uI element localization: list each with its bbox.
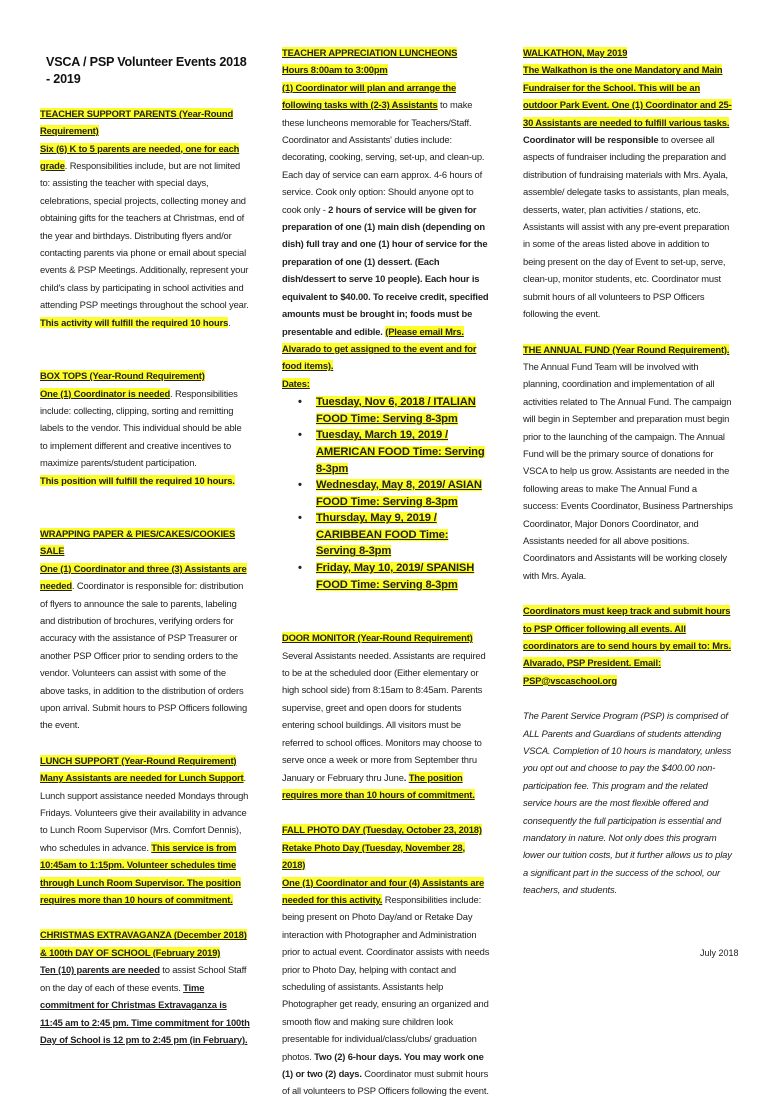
date-text: Thursday, May 9, 2019 / CARIBBEAN FOOD Time: Serving 8-3pm: [316, 512, 449, 558]
section-note: The position requires more than 10 hours of commitment.: [282, 771, 475, 800]
section-subheading: Six (6) K to 5 parents are needed, one for each grade: [40, 142, 240, 172]
section-annual-fund: [523, 341, 733, 585]
section-bold-note: Two (2) 6-hour days. You may work one (1) or two (2) days.: [282, 1050, 484, 1079]
bullet-icon: •: [298, 562, 302, 575]
section-body: Responsibilities include: being present on Photo Day/and or Retake Day interaction with Photographer and Administration prior to actual event. Coordinator assists with needs prior to Photo Day, helping with contact and scheduling of assistants. Assistants help Photographer get ready, ensuring an organized and smooth flow and making sure children look presentable for individual/class/clubs/ graduation photos.: [282, 893, 490, 1062]
section-retake: Retake Photo Day (Tuesday, November 28, 2018): [282, 841, 465, 871]
section-body: . Coordinator is responsible for: distribution of flyers to announce the sale to parents, labeling and distribution of brochures, verifying orders for accuracy with the assistance of PSP Treasurer or another PSP Officer prior to sending orders to the vendor. Volunteers can assist with some of the above tasks, in addition to the distribution of orders upon arrival. Submit hours to PSP Officers following the event.: [40, 580, 248, 731]
page-title: VSCA / PSP Volunteer Events 2018 - 2019: [46, 55, 247, 87]
section-door-monitor: DOOR MONITOR (Year-Round Requirement) Several Assistants needed. Assistants are required to be at the scheduled door (Either elementary or high school side) from 8:15am to 8:45am. Parents supervise, greet and open doors for students entering school buildings. All visitors must be referred to school offices. Monitors may choose to serve once a week or more from September thru January or February thru June. The position requires more than 10 hours of commitment.: [282, 632, 486, 800]
section-teacher-support: [40, 105, 250, 331]
psp-note: The Parent Service Program (PSP) is comprised of ALL Parents and Guardians of students attending VSCA. Completion of 10 hours is mandatory, unless you opt out and choose to pay the $400.00 non-participation fee. This program and the related service hours are the most flexible offered and consequently the full participation is essential and mandatory in nature. Not only does this program lower our tuition costs, but it further allows us to play a significant part in the success of the school, our teachers, and students.: [523, 710, 732, 896]
section-body: to make these luncheons memorable for Teachers/Staff. Coordinator and Assistants' duties include: decorating, cooking, serving, set-up, and clean-up. Each day of service can earn approx. 4-6 hours of service. Cook only option: Should anyone opt to cook only -: [282, 99, 485, 215]
section-lunch-support: [40, 752, 250, 909]
section-heading: WALKATHON, May 2019: [523, 47, 628, 58]
column-right: [523, 44, 733, 899]
dates-list: [282, 394, 490, 593]
section-subheading: Many Assistants are needed for Lunch Support: [40, 772, 244, 784]
date-text: Tuesday, Nov 6, 2018 / ITALIAN FOOD Time: Serving 8-3pm: [316, 396, 476, 425]
column-left: [40, 44, 250, 1048]
list-item: [298, 560, 490, 593]
section-heading: WRAPPING PAPER & PIES/CAKES/COOKIES SALE: [40, 527, 236, 557]
section-bold-note: Coordinator will be responsible: [523, 134, 659, 146]
dates-label: Dates:: [282, 377, 310, 389]
date-text: Friday, May 10, 2019/ SPANISH FOOD Time: Serving 8-3pm: [316, 562, 475, 591]
bullet-icon: •: [298, 479, 302, 492]
section-body: Several Assistants needed. Assistants are required to be at the scheduled door (Either elementary or high school side) from 8:15am to 8:45am. Parents supervise, greet and open doors for students entering school buildings. All visitors must be referred to school offices. Monitors may choose to serve once a week or more from September thru January or February thru June: [282, 649, 486, 783]
section-tail: Coordinator must submit hours of all volunteers to PSP Officers following the event.: [282, 1068, 489, 1097]
section-photo-day: [282, 821, 490, 1100]
section-heading: DOOR MONITOR (Year-Round Requirement): [282, 632, 473, 644]
section-subheading: The Walkathon is the one Mandatory and Main Fundraiser for the School. This will be an outdoor Park Event. One (1) Coordinator and 25-30 Assistants are needed to fulfill various tasks.: [523, 64, 732, 128]
section-subheading: One (1) Coordinator and four (4) Assistants are needed for this activity.: [282, 876, 485, 905]
section-subheading: One (1) Coordinator and three (3) Assistants are needed: [40, 562, 247, 592]
section-fulfill-note: This activity will fulfill the required 10 hours: [40, 316, 229, 328]
section-heading: TEACHER APPRECIATION LUNCHEONS: [282, 47, 458, 58]
date-text: Tuesday, March 19, 2019 / AMERICAN FOOD Time: Serving 8-3pm: [316, 429, 485, 475]
section-coordinators-note: [523, 602, 733, 689]
section-heading: LUNCH SUPPORT (Year-Round Requirement): [40, 754, 237, 766]
section-note: Time commitment for Christmas Extravaganza is 11:45 am to 2:45 pm. Time commitment for 100th Day of School is 12 pm to 2:45 pm (in February).: [40, 981, 250, 1045]
section-box-tops: [40, 367, 250, 489]
list-item: [298, 394, 490, 427]
date-text: Wednesday, May 8, 2019/ ASIAN FOOD Time: Serving 8-3pm: [316, 479, 482, 508]
bullet-icon: •: [298, 512, 302, 525]
section-body: . Lunch support assistance needed Mondays through Fridays. Volunteers give their availability in advance to Lunch Room Supervisor (Mrs. Comfort Dennis), who schedules in advance.: [40, 772, 249, 853]
bullet-icon: •: [298, 429, 302, 442]
list-item: [298, 427, 490, 477]
section-body: to assist School Staff on the day of each of these events.: [40, 964, 247, 993]
section-heading: FALL PHOTO DAY (Tuesday, October 23, 2018): [282, 824, 482, 836]
list-item: [298, 510, 490, 560]
bullet-icon: •: [298, 396, 302, 409]
section-heading: THE ANNUAL FUND (Year Round Requirement).: [523, 343, 730, 355]
section-body: . Responsibilities include, but are not limited to: assisting the teacher with special days, celebrations, special projects, collecting money and obtaining gifts for the teachers at Christmas, end of the year and birthdays. Distributing flyers and/or contacting parents via phone or email about special events & PSP Meetings. Additionally, represent your child's class by participating in school activities and attending PSP meetings throughout the school year.: [40, 160, 249, 311]
column-middle: [282, 44, 490, 1100]
section-subheading: One (1) Coordinator is needed: [40, 387, 171, 399]
section-heading: CHRISTMAS EXTRAVAGANZA (December 2018) & 100th DAY OF SCHOOL (February 2019): [40, 929, 247, 958]
section-hours: Hours 8:00am to 3:00pm: [282, 64, 388, 76]
section-subheading: Ten (10) parents are needed: [40, 964, 160, 976]
section-body: to oversee all aspects of fundraiser including the preparation and distribution of fundraising materials with Mrs. Ayala, assemble/ delegate tasks to assistants, plan meals, desserts, water, plan activities / stations, etc. Assistants will assist with any pre-event preparation in some of the areas listed above in addition to being present on the day of Event to set-up, serve, clean-up, monitor students, etc. Coordinator must submit hours of all volunteers to PSP Officers following the event.: [523, 134, 730, 320]
section-email-note: (Please email Mrs. Alvarado to get assigned to the event and for food items).: [282, 325, 477, 372]
section-note: This service is from 10:45am to 1:15pm. Volunteer schedules time through Lunch Room Supervisor. The position requires more than 10 hours of commitment.: [40, 841, 241, 906]
footer-date: July 2018: [700, 948, 739, 958]
section-psp-note: [523, 707, 733, 898]
section-body: . Responsibilities include: collecting, clipping, sorting and remitting labels to the vendor. This individual should be able to implement different and creative incentives to maximize parents/student participation.: [40, 387, 242, 469]
section-subheading: (1) Coordinator will plan and arrange the following tasks with (2-3) Assistants: [282, 81, 457, 111]
coordinators-note: Coordinators must keep track and submit hours to PSP Officer following all events. All coordinators are to send hours by email to: Mrs. Alvarado, PSP President. Email: PSP@vscaschool.org: [523, 605, 731, 686]
section-heading: TEACHER SUPPORT PARENTS (Year-Round Requirement): [40, 107, 234, 137]
section-heading: BOX TOPS (Year-Round Requirement): [40, 370, 205, 382]
section-christmas: [40, 926, 250, 1048]
section-credit: 2 hours of service will be given for preparation of one (1) main dish (depending on dish) full tray and one (1) hour of service for the preparation of one (1) dessert. (Each dish/dessert to serve 10 people). Each hour is equivalent to $40.00. To receive credit, specified amounts must be brought in; foods must be presentable and edible.: [282, 203, 489, 337]
section-teacher-luncheons: [282, 44, 490, 593]
list-item: [298, 477, 490, 510]
section-walkathon: [523, 44, 733, 323]
section-wrapping-paper: [40, 525, 250, 734]
section-body: The Annual Fund Team will be involved with planning, coordination and implementation of all activities related to The Annual Fund. The campaign will begin in September and preparation must begin prior to the launching of the campaign. The Annual Fund will be the primary source of donations for VSCA to help us grow. Assistants are needed in the following areas to make The Annual Fund a success: Events Coordinator, Business Partnerships Coordinator, Major Donors Coordinator, and Assistants needed for all above positions. Coordinators and Assistants will be working closely with Mrs. Ayala.: [523, 360, 733, 581]
section-fulfill-note: This position will fulfill the required 10 hours.: [40, 474, 235, 486]
punctuation: .: [228, 316, 231, 328]
